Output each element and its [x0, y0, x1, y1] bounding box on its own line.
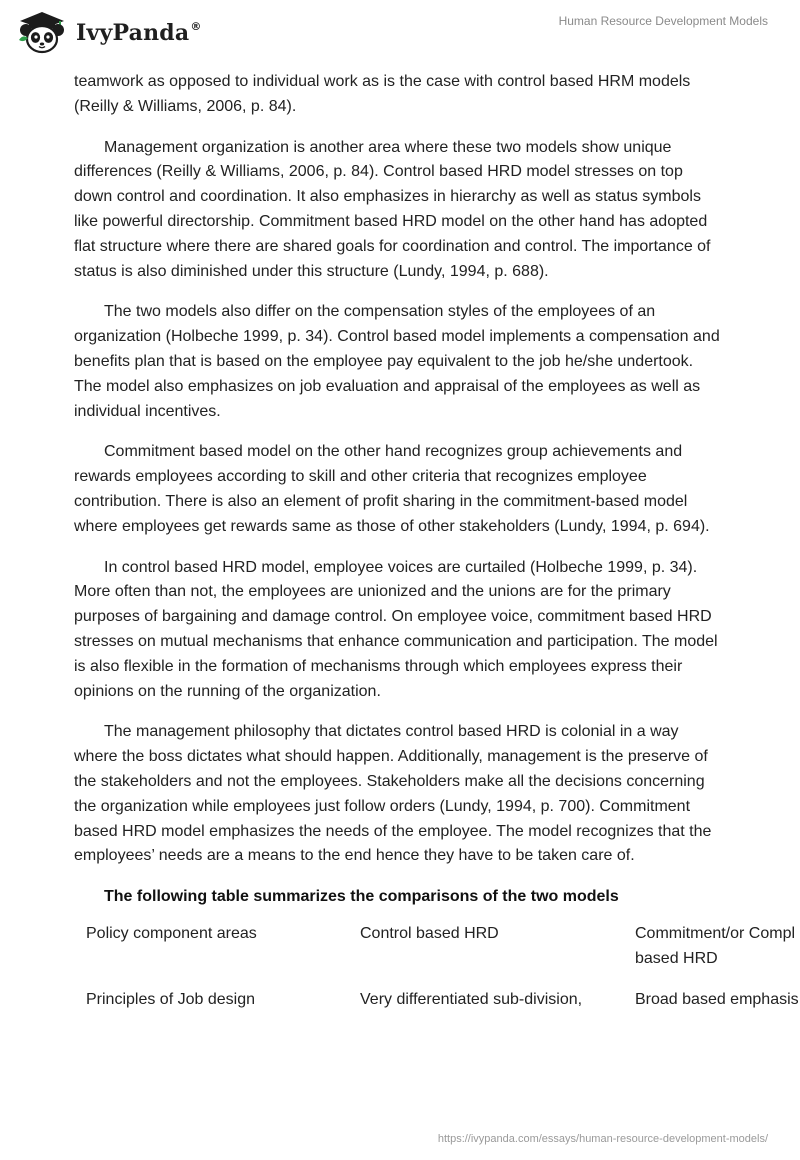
- brand-logo[interactable]: [14, 8, 202, 56]
- paragraph-6: The management philosophy that dictates control based HRD is colonial in a way where the boss dictates what should happen. Additionally, management is the preserve of the stakeholders and not the employees. Stakeholders make all the decisions concerning the organization while employees just follow orders (Lundy, 1994, p. 700). Commitment based HRD model emphasizes the needs of the employee. The model recognizes that the employees’ needs are a means to the end hence they have to be taken care of.: [74, 723, 712, 865]
- table-cell: Very differentiated sub-division,: [360, 991, 583, 1009]
- paragraph-1: teamwork as opposed to individual work as is the case with control based HRM models (Reilly & Williams, 2006, p. 84).: [74, 73, 691, 115]
- panda-graduate-icon: [14, 8, 70, 56]
- table-heading: The following table summarizes the comparisons of the two models: [104, 888, 619, 906]
- comparison-table: [86, 921, 800, 1027]
- table-cell: Broad based emphasis: [635, 991, 799, 1009]
- table-cell: Commitment/or Compl based HRD: [635, 925, 796, 968]
- paragraph-3: The two models also differ on the compensation styles of the employees of an organization (Holbeche 1999, p. 34). Control based model implements a compensation and benefits plan that is based on the employee pay equivalent to the job he/she undertook. The model also emphasizes on job evaluation and appraisal of the employees as well as individual incentives.: [74, 303, 720, 420]
- essay-body: [74, 70, 799, 1027]
- document-title: Human Resource Development Models: [558, 14, 768, 28]
- table-row: [86, 987, 800, 1027]
- paragraph-5: In control based HRD model, employee voices are curtailed (Holbeche 1999, p. 34). More often than not, the employees are unionized and the unions are for the primary purposes of bargaining and damage control. On employee voice, commitment based HRD stresses on mutual mechanisms that enhance communication and participation. The model is also flexible in the formation of mechanisms through which employees express their opinions on the running of the organization.: [74, 558, 718, 700]
- table-cell: Policy component areas: [86, 925, 257, 943]
- table-row: [86, 921, 800, 987]
- registered-mark: ®: [190, 20, 202, 33]
- paragraph-4: Commitment based model on the other hand recognizes group achievements and rewards employees according to skill and other criteria that recognizes employee contribution. There is also an element of profit sharing in the commitment-based model where employees get rewards same as those of other stakeholders (Lundy, 1994, p. 694).: [74, 443, 710, 535]
- page-header: [0, 0, 800, 64]
- table-cell: Control based HRD: [360, 925, 499, 943]
- table-cell: Principles of Job design: [86, 991, 255, 1009]
- paragraph-2: Management organization is another area where these two models show unique differences (Reilly & Williams, 2006, p. 84). Control based HRD model stresses on top down control and coordination. It also emphasizes in hierarchy as well as status symbols like powerful directorship. Commitment based HRD model on the other hand has adopted flat structure where there are shared goals for coordination and control. The importance of status is also diminished under this structure (Lundy, 1994, p. 688).: [74, 138, 711, 280]
- source-url-link[interactable]: https://ivypanda.com/essays/human-resource-development-models/: [437, 1133, 768, 1145]
- brand-name: IvyPanda®: [76, 20, 202, 46]
